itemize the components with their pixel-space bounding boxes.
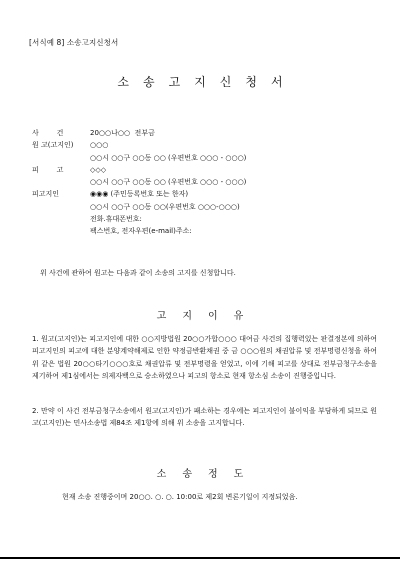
- party-row-plaintiff: [32, 139, 246, 151]
- party-label: [32, 225, 90, 237]
- intro-statement: 위 사건에 관하여 원고는 다음과 같이 소송의 고지를 신청합니다.: [40, 269, 236, 277]
- party-label: [32, 213, 90, 225]
- party-row-notified-phone: [32, 213, 246, 225]
- party-value: ○○○: [90, 141, 109, 150]
- reason-section-title: 고지이유: [156, 311, 260, 322]
- party-value: ○○시 ○○구 ○○동 ○○ (우편번호 ○○○ - ○○○): [90, 178, 247, 187]
- party-label: [32, 176, 90, 188]
- party-value: 20○○나○○ 전부금: [90, 129, 155, 137]
- party-block: [32, 127, 246, 238]
- document-title: 소송고지신청서: [117, 75, 297, 89]
- party-value: 전화.휴대폰번호:: [90, 215, 142, 224]
- party-label: 사 건: [32, 129, 64, 137]
- party-value: ◇◇◇: [90, 165, 107, 174]
- party-value: ○○시 ○○구 ○○동 ○○ (우편번호 ○○○ - ○○○): [90, 153, 247, 162]
- party-value: ◉◉◉ (주민등록번호 또는 한자): [90, 190, 189, 199]
- party-row-defendant: [32, 164, 246, 176]
- reason-paragraph-1: 1. 원고(고지인)는 피고지인에 대한 ○○지방법원 20○○가합○○○ 대여금 사건의 집행력있는 판결정본에 의하여 피고지인의 피고에 대한 분양계약해제로 인한 약정금반환채권 중 금 ○○○원의 채권압류 및 전부명령신청을 하여 위 같은 법원 20○○타기○○○호로 채권압류 및 전부명령을 얻었고, 이에 기해 피고를 상대로 전부금청구소송을 제기하여 제1심에서는 의제자백으로 승소하였으나 피고의 항소로 현재 항소심 소송이 진행중입니다.: [32, 335, 377, 380]
- bottom-rule: [0, 557, 400, 559]
- party-label: [32, 152, 90, 164]
- party-value: 팩스번호, 전자우편(e-mail)주소:: [90, 227, 192, 236]
- party-label: 원 고(고지인): [32, 141, 74, 150]
- party-row-case: [32, 127, 246, 139]
- status-section-title: 소송정도: [156, 469, 260, 480]
- party-label: 피고지인: [32, 190, 60, 199]
- reason-paragraph-2: 2. 만약 이 사건 전부금청구소송에서 원고(고지인)가 패소하는 경우에는 피고지인이 불이익을 부담하게 되므로 원고(고지인)는 민사소송법 제84조 제1항에 의해 위 소송을 고지합니다.: [32, 407, 377, 428]
- party-row-notified-fax-email: [32, 225, 246, 237]
- form-number: [서식예 8] 소송고지신청서: [29, 38, 119, 47]
- party-row-plaintiff-address: [32, 152, 246, 164]
- party-row-notified: [32, 188, 246, 200]
- party-row-defendant-address: [32, 176, 246, 188]
- party-label: [32, 201, 90, 213]
- party-value: ○○시 ○○구 ○○동 ○○(우편번호 ○○○-○○○): [90, 202, 240, 211]
- party-row-notified-address: [32, 201, 246, 213]
- status-statement: 현재 소송 진행중이며 20○○. ○. ○. 10:00로 제2회 변론기일이 지정되었음.: [62, 493, 298, 501]
- party-label: 피 고: [32, 165, 64, 174]
